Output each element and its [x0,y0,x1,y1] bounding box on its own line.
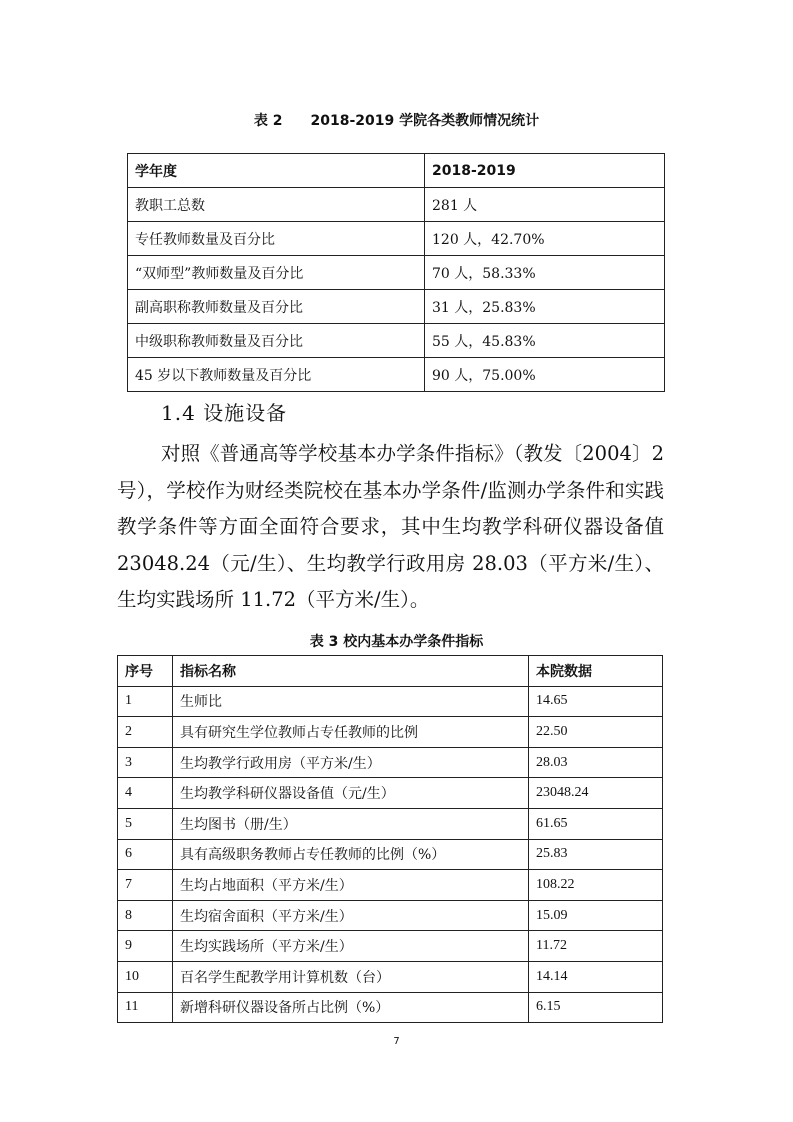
indicator-name-cell: 生师比 [173,686,529,717]
indicator-name-cell: 生均教学行政用房（平方米/生） [173,747,529,778]
table-row [118,808,663,839]
metric-label-cell: 专任教师数量及百分比 [128,222,425,256]
metric-value-cell: 70 人，58.33% [425,256,665,290]
indicator-name-cell: 生均教学科研仪器设备值（元/生） [173,778,529,809]
table-row [118,900,663,931]
school-conditions-table [117,655,663,1023]
indicator-name-cell: 具有高级职务教师占专任教师的比例（%） [173,839,529,870]
header-indicator-name: 指标名称 [173,656,529,687]
indicator-name-cell: 具有研究生学位教师占专任教师的比例 [173,717,529,748]
indicator-value-cell: 6.15 [529,992,663,1023]
table-row [128,324,665,358]
indicator-name-cell: 生均图书（册/生） [173,808,529,839]
indicator-value-cell: 14.14 [529,961,663,992]
teacher-statistics-table [127,153,665,392]
table-row [128,222,665,256]
serial-cell: 1 [118,686,173,717]
table-row [118,686,663,717]
body-paragraph: 对照《普通高等学校基本办学条件指标》（教发〔2004〕2 号），学校作为财经类院校在基本办学条件/监测办学条件和实践教学条件等方面全面符合要求，其中生均教学科研仪器设备值 23048.24（元/生）、生均教学行政用房 28.03（平方米/生）、生均实践场所 11.72（平方米/生）。 [117,442,664,611]
table-row [128,358,665,392]
table-row [128,256,665,290]
indicator-value-cell: 22.50 [529,717,663,748]
indicator-value-cell: 61.65 [529,808,663,839]
indicator-value-cell: 15.09 [529,900,663,931]
table-row [128,290,665,324]
indicator-name-cell: 生均实践场所（平方米/生） [173,931,529,962]
metric-label-cell: 中级职称教师数量及百分比 [128,324,425,358]
table-2-caption: 表 2 2018-2019 学院各类教师情况统计 [253,113,540,129]
serial-cell: 11 [118,992,173,1023]
indicator-name-cell: 新增科研仪器设备所占比例（%） [173,992,529,1023]
table-row [118,931,663,962]
table-row [118,747,663,778]
serial-cell: 4 [118,778,173,809]
indicator-value-cell: 28.03 [529,747,663,778]
table-row [118,839,663,870]
indicator-name-cell: 百名学生配教学用计算机数（台） [173,961,529,992]
metric-label-cell: “双师型”教师数量及百分比 [128,256,425,290]
indicator-value-cell: 14.65 [529,686,663,717]
table-header-row [118,656,663,687]
table-3-caption: 表 3 校内基本办学条件指标 [309,634,484,650]
indicator-name-cell: 生均宿舍面积（平方米/生） [173,900,529,931]
table-row [118,870,663,901]
indicator-value-cell: 11.72 [529,931,663,962]
page-number: 7 [393,1036,400,1047]
serial-cell: 7 [118,870,173,901]
metric-label-cell: 教职工总数 [128,188,425,222]
table-header-row [128,154,665,188]
serial-cell: 10 [118,961,173,992]
indicator-value-cell: 23048.24 [529,778,663,809]
table-row [118,778,663,809]
indicator-value-cell: 25.83 [529,839,663,870]
header-academic-year: 学年度 [128,154,425,188]
metric-value-cell: 281 人 [425,188,665,222]
metric-label-cell: 45 岁以下教师数量及百分比 [128,358,425,392]
header-school-data: 本院数据 [529,656,663,687]
serial-cell: 9 [118,931,173,962]
metric-label-cell: 副高职称教师数量及百分比 [128,290,425,324]
metric-value-cell: 90 人，75.00% [425,358,665,392]
serial-cell: 2 [118,717,173,748]
table-row [128,188,665,222]
table-row [118,717,663,748]
metric-value-cell: 55 人，45.83% [425,324,665,358]
metric-value-cell: 31 人，25.83% [425,290,665,324]
serial-cell: 3 [118,747,173,778]
table-row [118,961,663,992]
section-heading: 1.4 设施设备 [161,401,288,425]
header-year-value: 2018-2019 [425,154,665,188]
serial-cell: 6 [118,839,173,870]
header-serial: 序号 [118,656,173,687]
serial-cell: 5 [118,808,173,839]
table-row [118,992,663,1023]
serial-cell: 8 [118,900,173,931]
indicator-name-cell: 生均占地面积（平方米/生） [173,870,529,901]
metric-value-cell: 120 人，42.70% [425,222,665,256]
indicator-value-cell: 108.22 [529,870,663,901]
